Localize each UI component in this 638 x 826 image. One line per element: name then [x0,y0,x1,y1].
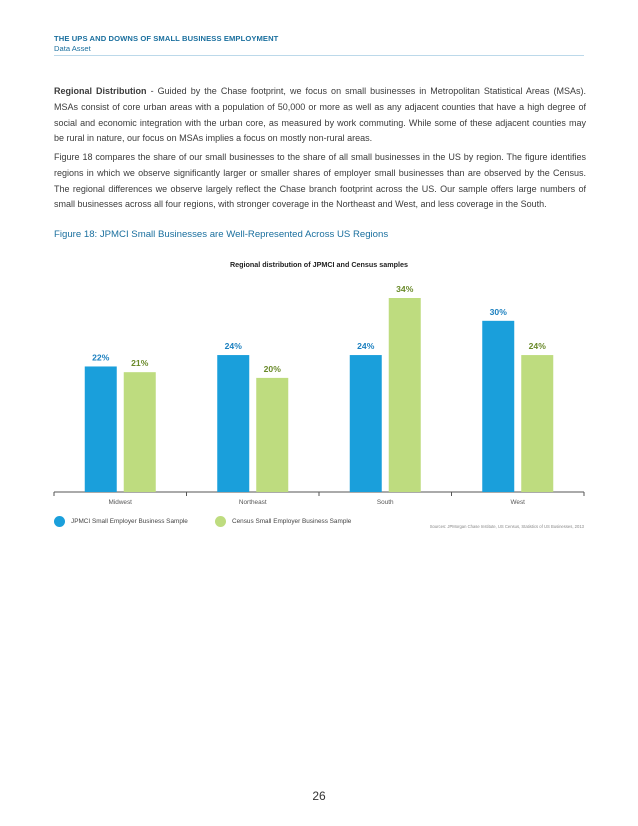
document-header-subtitle: Data Asset [54,44,91,53]
bar-census-south [389,298,421,492]
page-number: 26 [312,789,326,803]
data-label-jpmci-south: 24% [357,341,375,352]
bar-census-west [521,355,553,492]
figure-source-note: Sources: JPMorgan Chase Institute, US Census, Statistics of US Businesses, 2013 [429,524,584,529]
data-label-census-northeast: 20% [263,363,281,374]
x-tick-label-northeast: Northeast [238,499,267,506]
bar-jpmci-south [350,355,382,492]
legend-swatch-jpmci [54,516,65,527]
legend-item-census [215,516,351,527]
x-tick-label-west: West [510,499,525,506]
data-label-census-midwest: 21% [131,358,149,369]
bar-census-midwest [124,372,156,492]
legend-swatch-census [215,516,226,527]
x-tick-label-south: South [376,499,394,506]
x-tick-label-midwest: Midwest [108,499,132,506]
data-label-census-south: 34% [396,284,414,294]
legend-label-census: Census Small Employer Business Sample [232,518,352,525]
data-label-jpmci-northeast: 24% [224,341,242,352]
chart-title: Regional distribution of JPMCI and Census samples [229,260,409,269]
bar-jpmci-midwest [85,366,117,492]
paragraph-text: - Guided by the Chase footprint, we focus on small businesses in Metropolitan Statistical Areas (MSAs). MSAs consist of core urban areas with a population of 50,000 or more as well as any adjacent counties that have a high degree of social and economic integration with the urban core, as measured by work commuting. While some of these adjacent counties may be rural in nature, our focus on MSAs implies a focus on mostly non-rural areas. [54,86,586,144]
legend-label-jpmci: JPMCI Small Employer Business Sample [71,518,188,525]
legend-item-jpmci [54,516,188,527]
data-label-census-west: 24% [528,341,546,352]
paragraph-lead: Regional Distribution [54,86,147,96]
paragraph-figure-description: Figure 18 compares the share of our small businesses to the share of all small businesses in the US by region. The figure identifies regions in which we observe significantly larger or smaller shares of employer small businesses than are observed by the Census. The regional differences we observe largely reflect the Chase branch footprint across the US. Our sample offers large numbers of small businesses across all four regions, with stronger coverage in the Northeast and West, and less coverage in the South. [54,152,586,210]
bar-jpmci-west [482,321,514,492]
data-label-jpmci-midwest: 22% [92,352,110,363]
figure-title: Figure 18: JPMCI Small Businesses are Well-Represented Across US Regions [54,229,389,240]
bar-jpmci-northeast [217,355,249,492]
bar-census-northeast [256,378,288,492]
data-label-jpmci-west: 30% [489,306,507,317]
document-header-title: THE UPS AND DOWNS OF SMALL BUSINESS EMPLOYMENT [54,34,279,43]
